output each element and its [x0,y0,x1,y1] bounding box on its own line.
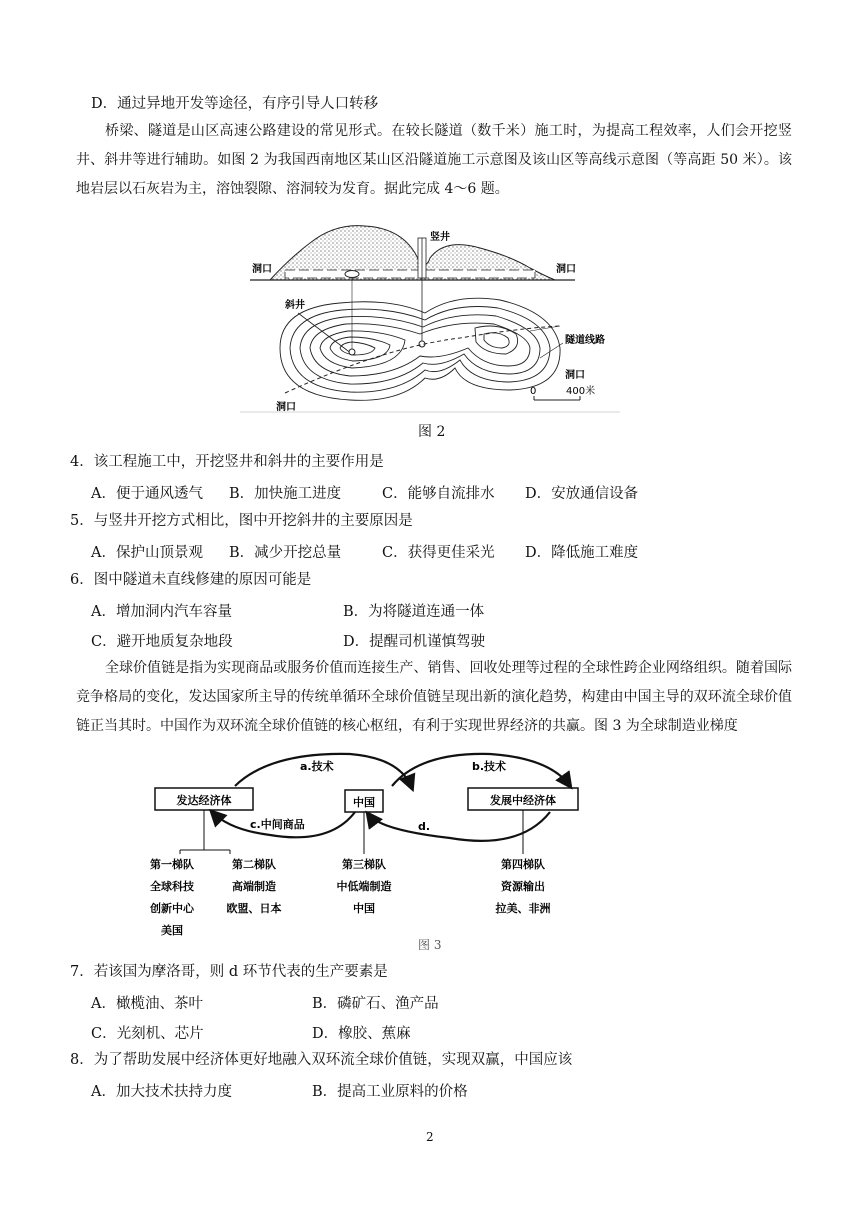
q7-option-c[interactable]: C．光刻机、芯片 [91,1026,204,1042]
q5-option-b[interactable]: B．减少开挖总量 [229,545,342,561]
q8-option-b[interactable]: B．提高工业原料的价格 [312,1084,468,1100]
tier4-line1: 第四梯队 [501,858,545,871]
arrow-d-label: d. [418,820,431,833]
q5-option-d[interactable]: D．降低施工难度 [525,545,639,561]
tier2-line3: 欧盟、日本 [226,902,282,915]
tier4-line2: 资源输出 [501,880,545,893]
label-entrance-map-right: 洞口 [565,370,585,381]
tier2-line1: 第二梯队 [232,858,276,871]
q6-option-c[interactable]: C．避开地质复杂地段 [91,634,233,650]
q4-option-b[interactable]: B．加快施工进度 [229,486,342,502]
page-number: 2 [426,1130,434,1144]
label-incline: 斜井 [285,300,305,311]
box-developing: 发展中经济体 [490,794,556,807]
contour-lines [280,298,560,400]
tier2-line2: 高端制造 [232,880,276,893]
tier3-line2: 中低端制造 [336,880,392,893]
q6-option-b[interactable]: B．为将隧道连通一体 [343,604,485,620]
q8-option-a[interactable]: A．加大技术扶持力度 [91,1084,232,1100]
q5-option-a[interactable]: A．保护山顶景观 [91,545,203,561]
figure-2-caption: 图 2 [418,424,446,440]
q6-option-d[interactable]: D．提醒司机谨慎驾驶 [343,634,486,650]
tier1-line2: 全球科技 [150,880,194,893]
option-d-prev: D．通过异地开发等途径，有序引导人口转移 [91,96,379,112]
tier1-line3: 创新中心 [150,902,194,915]
label-shaft: 竖井 [430,232,450,243]
intro-paragraph-3: 全球价值链是指为实现商品或服务价值而连接生产、销售、回收处理等过程的全球性跨企业网络组织。随着国际竞争格局的变化，发达国家所主导的传统单循环全球价值链呈现出新的演化趋势，构建由中国主导的双环流全球价值链正当其时。中国作为双环流全球价值链的核心枢纽，有利于实现世界经济的共赢。图 3 为全球制造业梯度 [76,660,792,734]
figure-3-caption: 图 3 [418,938,442,952]
label-entrance-map-left: 洞口 [276,402,296,413]
tier1-line1: 第一梯队 [150,858,194,871]
q7-option-b[interactable]: B．磷矿石、渔产品 [312,996,439,1012]
tier3-line3: 中国 [353,902,375,915]
q5-option-c[interactable]: C．获得更佳采光 [382,545,495,561]
q6-option-a[interactable]: A．增加洞内汽车容量 [91,604,232,620]
question-5-stem: 5．与竖井开挖方式相比，图中开挖斜井的主要原因是 [70,513,413,529]
box-china: 中国 [353,796,375,809]
figure-2-tunnel-diagram [240,218,620,413]
q4-option-a[interactable]: A．便于通风透气 [91,486,203,502]
intro-paragraph-2: 桥梁、隧道是山区高速公路建设的常见形式。在较长隧道（数千米）施工时，为提高工程效率，人们会开挖竖井、斜井等进行辅助。如图 2 为我国西南地区某山区沿隧道施工示意图及该山区等高线示意图（等高距 50 米）。该地岩层以石灰岩为主，溶蚀裂隙、溶洞较为发育。据此完成 4～6 题。 [76,123,792,197]
scale-zero: 0 [530,386,537,397]
q7-option-a[interactable]: A．橄榄油、茶叶 [91,996,203,1012]
label-entrance-left: 洞口 [252,264,272,275]
question-8-stem: 8．为了帮助发展中经济体更好地融入双环流全球价值链，实现双赢，中国应该 [70,1052,573,1068]
tier3-line1: 第三梯队 [342,858,386,871]
arrow-a-label: a.技术 [300,760,334,773]
tunnel-route [285,326,560,393]
question-4-stem: 4．该工程施工中，开挖竖井和斜井的主要作用是 [70,454,384,470]
figure-3-value-chain [150,750,590,950]
label-entrance-right: 洞口 [556,264,576,275]
q7-option-d[interactable]: D．橡胶、蕉麻 [312,1026,411,1042]
question-7-stem: 7．若该国为摩洛哥，则 d 环节代表的生产要素是 [70,964,388,980]
arrow-b-label: b.技术 [472,760,507,773]
scale-end: 400米 [566,386,596,397]
q4-option-c[interactable]: C．能够自流排水 [382,486,495,502]
arrow-c-label: c.中间商品 [250,818,305,831]
tier1-line4: 美国 [161,924,183,937]
tier4-line3: 拉美、非洲 [495,902,551,915]
box-developed: 发达经济体 [176,794,232,807]
label-route: 隧道线路 [565,335,605,346]
question-6-stem: 6．图中隧道未直线修建的原因可能是 [70,572,312,588]
q4-option-d[interactable]: D．安放通信设备 [525,486,639,502]
